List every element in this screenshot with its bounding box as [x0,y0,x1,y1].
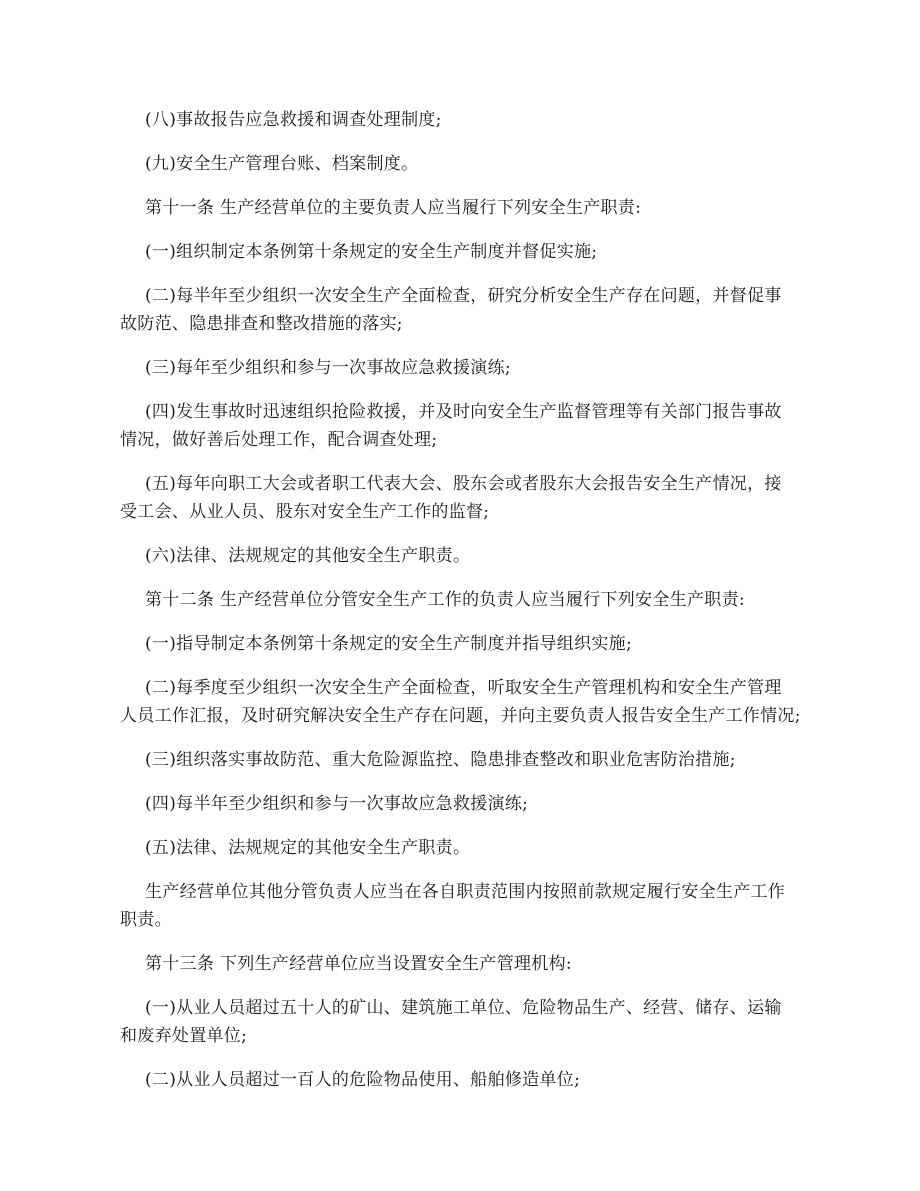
paragraph-line: 第十二条 生产经营单位分管安全生产工作的负责人应当履行下列安全生产职责: [145,590,745,610]
paragraph-p9 [0,542,835,570]
paragraph-continuation-line: 和废弃处置单位; [120,1026,248,1046]
paragraph-p14 [0,790,835,818]
paragraph-p7 [0,398,835,454]
paragraph-p1 [0,106,835,134]
paragraph-line: (三)组织落实事故防范、重大危险源监控、隐患排查整改和职业危害防治措施; [145,750,736,770]
paragraph-gap [0,1050,920,1066]
paragraph-line: (一)指导制定本条例第十条规定的安全生产制度并指导组织实施; [145,634,632,654]
paragraph-p13 [0,746,835,774]
paragraph-p11 [0,630,835,658]
paragraph-line: (一)从业人员超过五十人的矿山、建筑施工单位、危险物品生产、经营、储存、运输 [145,998,782,1018]
paragraph-line: (四)发生事故时迅速组织抢险救援，并及时向安全生产监督管理等有关部门报告事故 [145,402,782,422]
paragraph-p6 [0,354,835,382]
paragraph-line: (五)每年向职工大会或者职工代表大会、股东会或者股东大会报告安全生产情况，接 [145,474,782,494]
paragraph-p4 [0,238,835,266]
paragraph-gap [0,818,920,834]
paragraph-line: (五)法律、法规规定的其他安全生产职责。 [145,838,471,858]
paragraph-continuation-line: 情况，做好善后处理工作，配合调查处理; [120,430,438,450]
paragraph-gap [0,178,920,194]
paragraph-p15 [0,834,835,862]
paragraph-line: 生产经营单位其他分管负责人应当在各自职责范围内按照前款规定履行安全生产工作 [145,882,786,902]
paragraph-line: (二)每半年至少组织一次安全生产全面检查，研究分析安全生产存在问题，并督促事 [145,286,782,306]
paragraph-continuation-line: 职责。 [120,910,172,930]
paragraph-gap [0,862,920,878]
paragraph-p8 [0,470,835,526]
paragraph-gap [0,526,920,542]
paragraph-line: 第十一条 生产经营单位的主要负责人应当履行下列安全生产职责: [145,198,642,218]
paragraph-line: (六)法律、法规规定的其他安全生产职责。 [145,546,471,566]
paragraph-line: (二)每季度至少组织一次安全生产全面检查，听取安全生产管理机构和安全生产管理 [145,678,782,698]
paragraph-gap [0,266,920,282]
paragraph-p12 [0,674,835,730]
paragraph-line: (一)组织制定本条例第十条规定的安全生产制度并督促实施; [145,242,598,262]
paragraph-gap [0,338,920,354]
paragraph-line: (三)每年至少组织和参与一次事故应急救援演练; [145,358,511,378]
paragraph-continuation-line: 故防范、隐患排查和整改措施的落实; [120,314,403,334]
paragraph-p2 [0,150,835,178]
paragraph-gap [0,774,920,790]
paragraph-continuation-line: 受工会、从业人员、股东对安全生产工作的监督; [120,502,490,522]
paragraph-p17 [0,950,835,978]
paragraph-p18 [0,994,835,1050]
paragraph-p19 [0,1066,835,1094]
paragraph-line: (九)安全生产管理台账、档案制度。 [145,154,419,174]
paragraph-gap [0,614,920,630]
paragraph-gap [0,382,920,398]
paragraph-line: (二)从业人员超过一百人的危险物品使用、船舶修造单位; [145,1070,581,1090]
paragraph-p5 [0,282,835,338]
paragraph-line: (八)事故报告应急救援和调查处理制度; [145,110,442,130]
paragraph-p16 [0,878,835,934]
paragraph-gap [0,658,920,674]
paragraph-gap [0,570,920,586]
paragraph-line: 第十三条 下列生产经营单位应当设置安全生产管理机构: [145,954,572,974]
paragraph-gap [0,222,920,238]
paragraph-gap [0,454,920,470]
paragraph-gap [0,934,920,950]
paragraph-gap [0,134,920,150]
paragraph-line: (四)每半年至少组织和参与一次事故应急救援演练; [145,794,529,814]
paragraph-gap [0,730,920,746]
paragraph-p3 [0,194,835,222]
paragraph-gap [0,978,920,994]
paragraph-p10 [0,586,835,614]
paragraph-continuation-line: 人员工作汇报，及时研究解决安全生产存在问题，并向主要负责人报告安全生产工作情况; [120,706,801,726]
document-body [0,106,920,1094]
